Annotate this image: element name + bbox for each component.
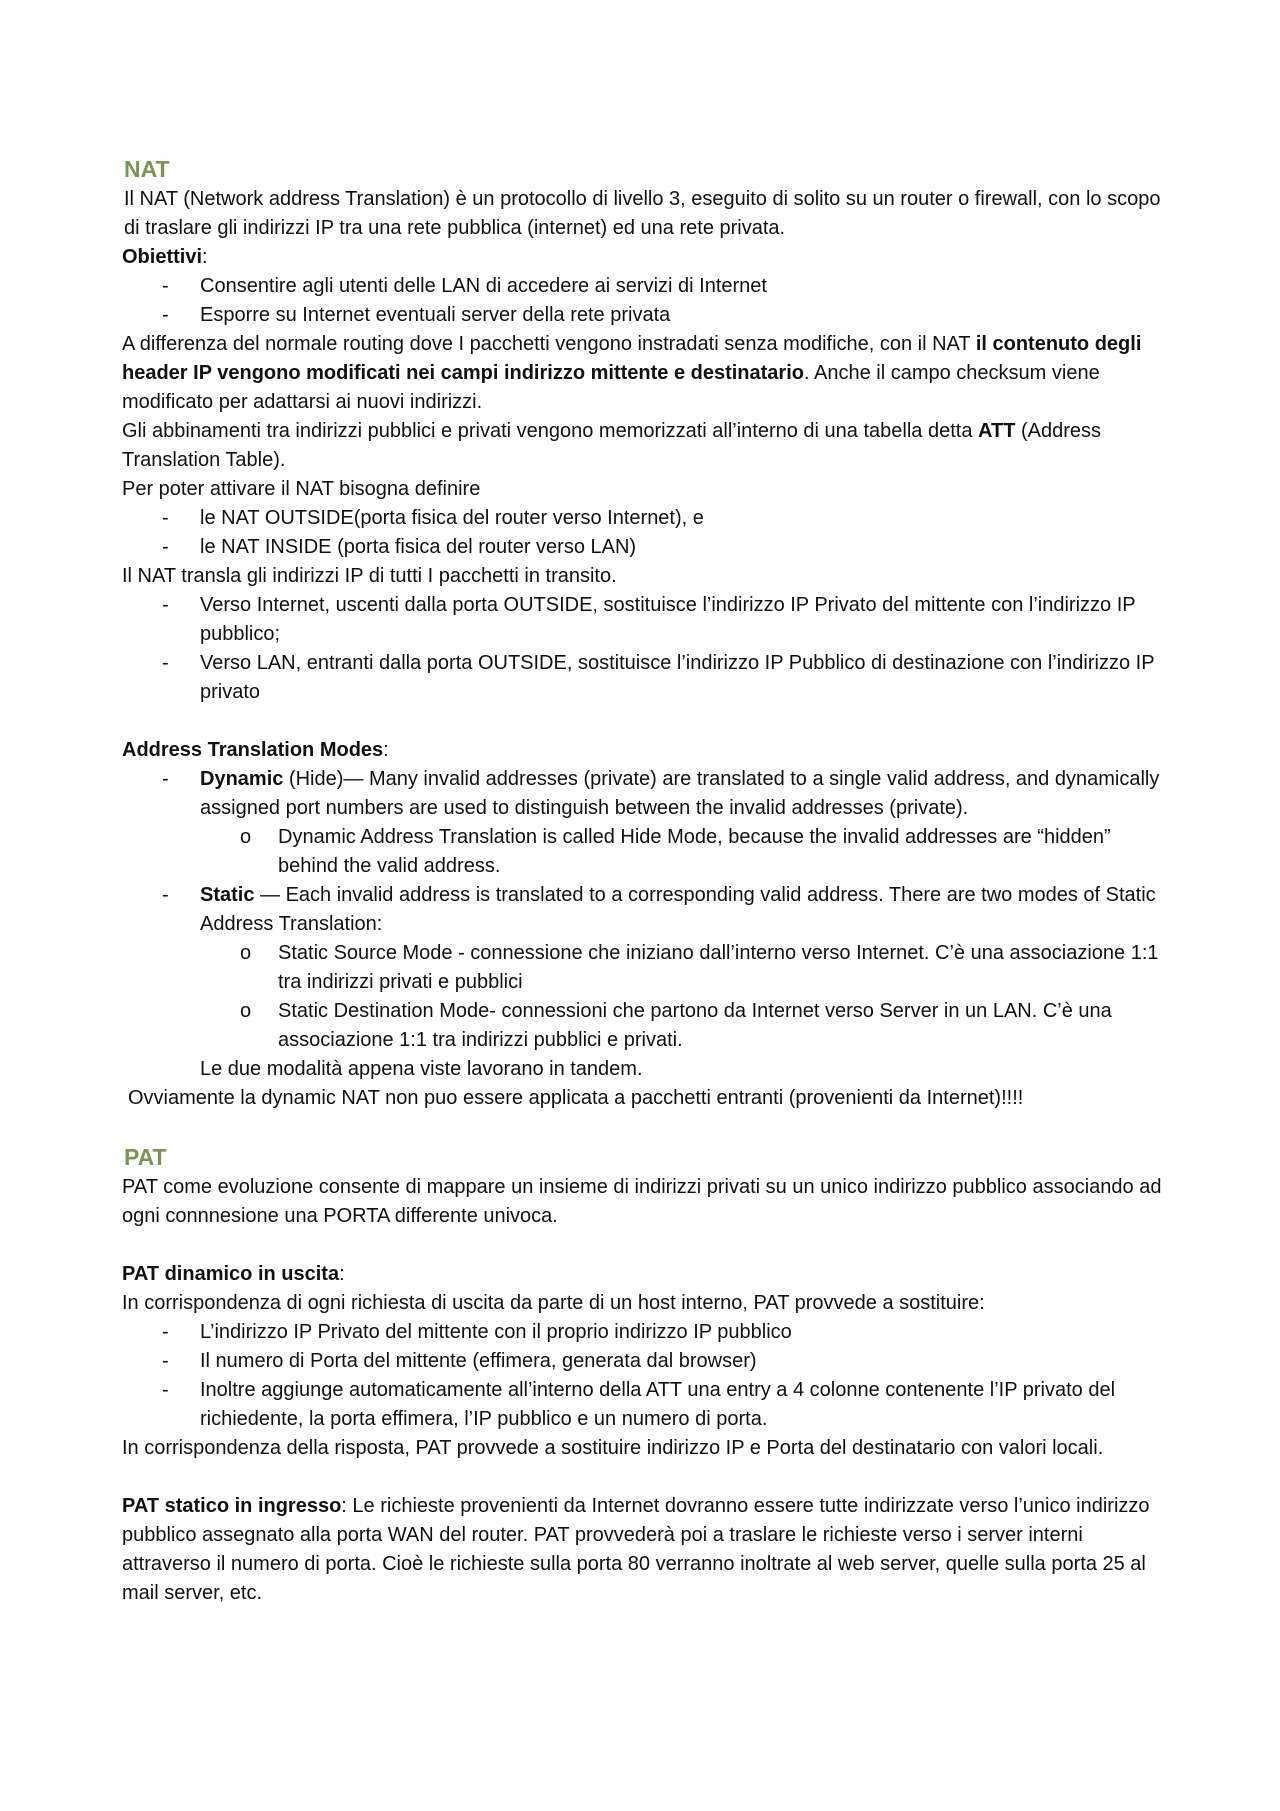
modes-line: Address Translation Modes: bbox=[122, 739, 389, 761]
att-bold: ATT bbox=[978, 420, 1016, 442]
pat-static-text: : Le richieste provenienti da Internet dovranno essere tutte indirizzate verso l’unico indirizzo pubblico assegnato alla porta WAN del router. PAT provvederà poi a traslare le richieste verso i server interni attraverso il numero di porta. Cioè le richieste sulla porta 80 verranno inoltrate al web server, quelle sulla porta 25 al mail server, etc. bbox=[122, 1495, 1150, 1604]
list-item: - Verso LAN, entranti dalla porta OUTSIDE, sostituisce l’indirizzo IP Pubblico di destinazione con l’indirizzo IP privato bbox=[200, 649, 1172, 707]
list-item: - Consentire agli utenti delle LAN di accedere ai servizi di Internet bbox=[200, 272, 1172, 301]
dynamic-label: Dynamic bbox=[200, 768, 284, 790]
att-text-end: (Address Translation Table). bbox=[122, 420, 1102, 471]
pat-heading: PAT bbox=[124, 1144, 167, 1170]
pat-dynamic-label: PAT dinamico in uscita bbox=[122, 1263, 340, 1285]
list-item: o Static Destination Mode- connessioni che partono da Internet verso Server in un LAN. C’è una associazione 1:1 tra indirizzi pubblici e privati. bbox=[278, 997, 1172, 1055]
list-item: - le NAT OUTSIDE(porta fisica del router verso Internet), e bbox=[200, 504, 1172, 533]
pat-dynamic-intro: In corrispondenza di ogni richiesta di uscita da parte di un host interno, PAT provvede a sostituire: bbox=[122, 1292, 985, 1314]
list-item: o Static Source Mode - connessione che iniziano dall’interno verso Internet. C’è una associazione 1:1 tra indirizzi privati e pubblici bbox=[278, 939, 1172, 997]
spacer bbox=[122, 1113, 1172, 1142]
att-text: Gli abbinamenti tra indirizzi pubblici e privati vengono memorizzati all’interno di una tabella detta bbox=[122, 420, 979, 442]
translate-intro: Il NAT transla gli indirizzi IP di tutti I pacchetti in transito. bbox=[122, 565, 617, 587]
tandem-line: Le due modalità appena viste lavorano in tandem. bbox=[200, 1058, 643, 1080]
list-item: - Esporre su Internet eventuali server della rete privata bbox=[200, 301, 1172, 330]
document-content bbox=[122, 154, 1172, 1608]
objectives-line: Obiettivi: bbox=[122, 246, 208, 268]
att-paragraph bbox=[122, 417, 1172, 475]
translate-list bbox=[122, 591, 1172, 707]
spacer bbox=[122, 707, 1172, 736]
dynamic-sublist bbox=[200, 823, 1172, 881]
pat-static-paragraph bbox=[122, 1492, 1172, 1608]
static-text: — Each invalid address is translated to a corresponding valid address. There are two modes of Static Address Translation: bbox=[200, 884, 1156, 935]
static-sublist bbox=[200, 939, 1172, 1055]
define-intro: Per poter attivare il NAT bisogna definire bbox=[122, 478, 481, 500]
list-item: - le NAT INSIDE (porta fisica del router verso LAN) bbox=[200, 533, 1172, 562]
objectives-label: Obiettivi bbox=[122, 246, 203, 268]
diff-text: A differenza del normale routing dove I pacchetti vengono instradati senza modifiche, con il NAT bbox=[122, 333, 976, 355]
diff-bold: il contenuto degli header IP vengono modificati nei campi indirizzo mittente e destinatario bbox=[122, 333, 1142, 384]
list-item: o Dynamic Address Translation is called Hide Mode, because the invalid addresses are “hidden” behind the valid address. bbox=[278, 823, 1172, 881]
define-list bbox=[122, 504, 1172, 562]
diff-text-end: . Anche il campo checksum viene modificato per adattarsi ai nuovi indirizzi. bbox=[122, 362, 1100, 413]
spacer bbox=[122, 1463, 1172, 1492]
pat-dynamic-response: In corrispondenza della risposta, PAT provvede a sostituire indirizzo IP e Porta del destinatario con valori locali. bbox=[122, 1437, 1104, 1459]
pat-dynamic-line: PAT dinamico in uscita: bbox=[122, 1263, 345, 1285]
list-item: - Il numero di Porta del mittente (effimera, generata dal browser) bbox=[200, 1347, 1172, 1376]
nat-intro: Il NAT (Network address Translation) è un protocollo di livello 3, eseguito di solito su un router o firewall, con lo scopo di traslare gli indirizzi IP tra una rete pubblica (internet) ed una rete privata. bbox=[124, 188, 1161, 239]
objectives-list bbox=[122, 272, 1172, 330]
list-item: - Verso Internet, uscenti dalla porta OUTSIDE, sostituisce l’indirizzo IP Privato del mittente con l’indirizzo IP pubblico; bbox=[200, 591, 1172, 649]
modes-label: Address Translation Modes bbox=[122, 739, 384, 761]
list-item bbox=[200, 765, 1172, 881]
nat-heading: NAT bbox=[124, 156, 170, 182]
list-item bbox=[200, 881, 1172, 1055]
list-item: - L’indirizzo IP Privato del mittente con il proprio indirizzo IP pubblico bbox=[200, 1318, 1172, 1347]
pat-static-label: PAT statico in ingresso bbox=[122, 1495, 342, 1517]
pat-dynamic-list bbox=[122, 1318, 1172, 1434]
static-label: Static bbox=[200, 884, 255, 906]
dynamic-text: (Hide)— Many invalid addresses (private) are translated to a single valid address, and dynamically assigned port numbers are used to distinguish between the invalid addresses (private). bbox=[200, 768, 1160, 819]
modes-list bbox=[122, 765, 1172, 1055]
list-item: - Inoltre aggiunge automaticamente all’interno della ATT una entry a 4 colonne contenente l’IP privato del richiedente, la porta effimera, l’IP pubblico e un numero di porta. bbox=[200, 1376, 1172, 1434]
routing-difference bbox=[122, 330, 1172, 417]
dynamic-nat-note: Ovviamente la dynamic NAT non puo essere applicata a pacchetti entranti (provenienti da Internet)!!!! bbox=[128, 1087, 1024, 1109]
spacer bbox=[122, 1231, 1172, 1260]
pat-intro: PAT come evoluzione consente di mappare un insieme di indirizzi privati su un unico indirizzo pubblico associando ad ogni connnesione una PORTA differente univoca. bbox=[122, 1176, 1162, 1227]
